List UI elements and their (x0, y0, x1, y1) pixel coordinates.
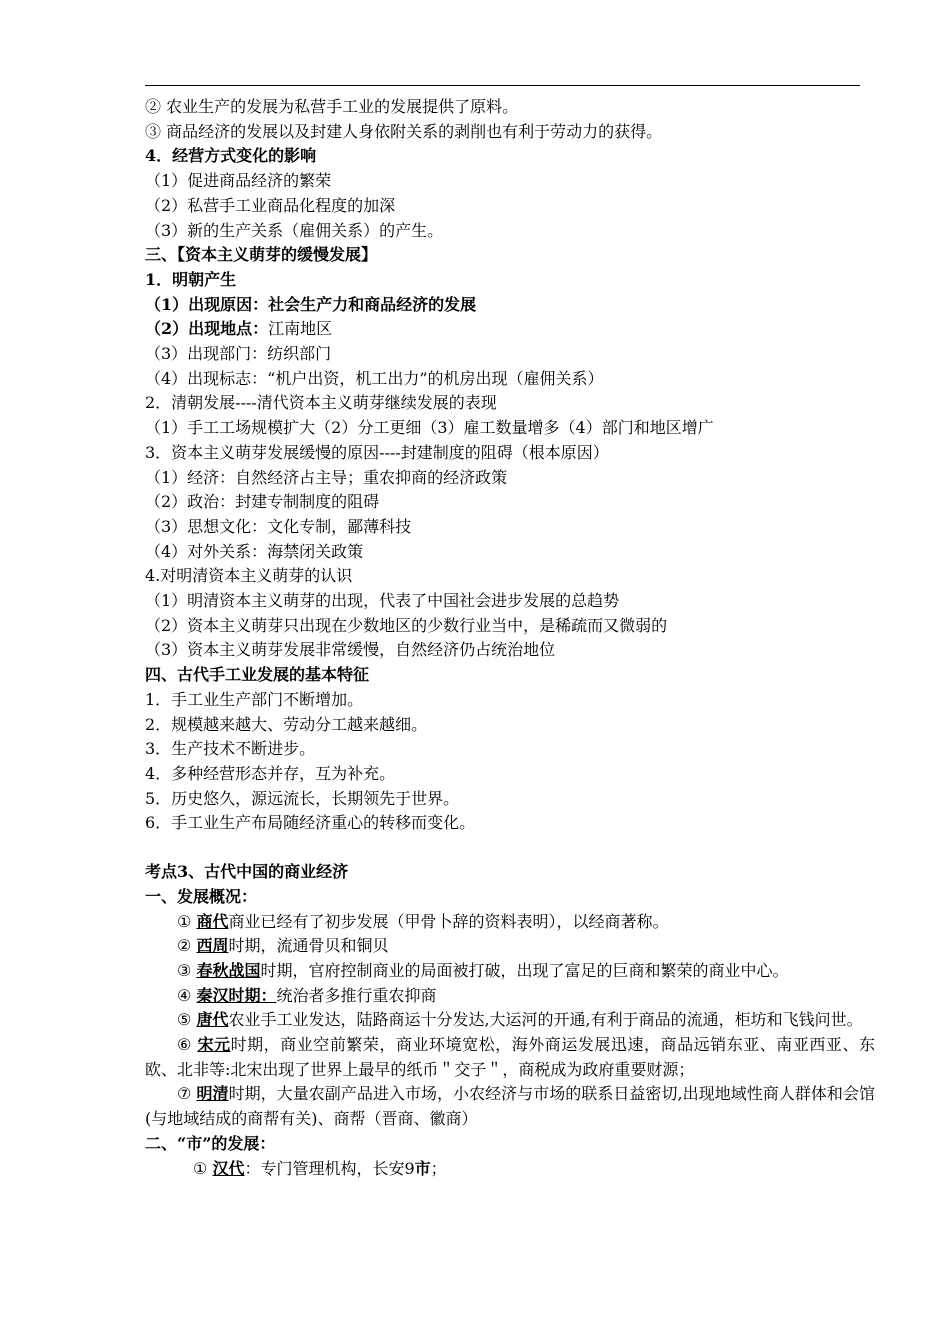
text-line: 4.对明清资本主义萌芽的认识 (145, 566, 353, 586)
origin-location-label: （2）出现地点： (145, 319, 269, 339)
item-number: ③ (177, 960, 197, 980)
text-line: 5．历史悠久，源远流长，长期领先于世界。 (145, 788, 460, 808)
item-text: 农业手工业发达，陆路商运十分发达,大运河的开通,有利于商品的流通，柜坊和飞钱问世。 (228, 1010, 863, 1030)
item-number: ⑦ (177, 1084, 197, 1104)
dynasty-key: 唐代 (196, 1010, 229, 1030)
item-bold-text: 市 (414, 1158, 431, 1178)
text-line: （4）对外关系：海禁闭关政策 (145, 541, 364, 561)
subsection-title-market: 二、“市”的发展： (145, 1133, 276, 1153)
handicraft-section-part1 (145, 95, 875, 317)
text-line: （3）思想文化：文化专制，鄙薄科技 (145, 516, 412, 536)
item-text: 时期，商业空前繁荣，商业环境宽松，海外商运发展迅速，商品远销东亚、南亚西亚、东欧、北非等:北宋出现了世界上最早的纸币＂交子＂，商税成为政府重要财源； (145, 1035, 875, 1079)
text-line: 3．资本主义萌芽发展缓慢的原因----封建制度的阻碍（根本原因） (145, 442, 609, 462)
text-line: 2．清朝发展----清代资本主义萌芽继续发展的表现 (145, 393, 497, 413)
section-gap (145, 836, 875, 860)
item-number: ⑥ (177, 1035, 198, 1055)
text-line: （1）出现原因：社会生产力和商品经济的发展 (145, 294, 477, 314)
dynasty-key: 春秋战国 (196, 960, 261, 980)
item-number: ① (193, 1158, 213, 1178)
text-line: （2）政治：封建专制制度的阻碍 (145, 492, 380, 512)
text-line: ③ 商品经济的发展以及封建人身依附关系的剥削也有利于劳动力的获得。 (145, 121, 663, 141)
dynasty-key: 宋元 (197, 1035, 231, 1055)
text-line: （4）出现标志：“机户出资，机工出力”的机房出现（雇佣关系） (145, 368, 604, 388)
item-text: 统治者多推行重农抑商 (276, 985, 437, 1005)
text-line: 1．明朝产生 (145, 269, 237, 289)
text-line: 四、古代手工业发展的基本特征 (145, 665, 370, 685)
item-number: ④ (177, 985, 197, 1005)
commerce-items (145, 910, 875, 1132)
item-text: ：专门管理机构，长安9 (244, 1158, 415, 1178)
handicraft-section-part2 (145, 342, 875, 836)
dynasty-key: 明清 (196, 1084, 229, 1104)
text-line: （1）手工工场规模扩大（2）分工更细（3）雇工数量增多（4）部门和地区增广 (145, 418, 714, 438)
dynasty-key: 西周 (196, 936, 229, 956)
header-rule (145, 85, 860, 86)
item-text: 时期，流通骨贝和铜贝 (228, 936, 389, 956)
item-number: ② (177, 936, 197, 956)
dynasty-key: 汉代 (212, 1158, 245, 1178)
text-line: （3）资本主义萌芽发展非常缓慢，自然经济仍占统治地位 (145, 640, 556, 660)
text-line: （2）私营手工业商品化程度的加深 (145, 195, 396, 215)
item-number: ① (177, 911, 197, 931)
section-title: 考点3、古代中国的商业经济 (145, 862, 349, 882)
commerce-item (145, 959, 875, 984)
commerce-item (145, 1082, 875, 1131)
text-line: （1）促进商品经济的繁荣 (145, 171, 332, 191)
text-line: （1）明清资本主义萌芽的出现，代表了中国社会进步发展的总趋势 (145, 591, 620, 611)
text-line: 4．经营方式变化的影响 (145, 146, 317, 166)
commerce-item (145, 984, 875, 1009)
item-text: 时期，大量农副产品进入市场，小农经济与市场的联系日益密切,出现地域性商人群体和会馆(与地域结成的商帮有关)、商帮（晋商、徽商） (145, 1084, 875, 1129)
dynasty-key: 商代 (196, 911, 229, 931)
item-number: ⑤ (177, 1010, 197, 1030)
text-line: 6．手工业生产布局随经济重心的转移而变化。 (145, 813, 476, 833)
text-line: 3．生产技术不断进步。 (145, 739, 316, 759)
subsection-title-overview: 一、发展概况： (145, 886, 258, 906)
text-line: （3）出现部门：纺织部门 (145, 344, 332, 364)
commerce-item (145, 910, 875, 935)
text-line: 三、【资本主义萌芽的缓慢发展】 (145, 245, 378, 265)
text-line: （3）新的生产关系（雇佣关系）的产生。 (145, 220, 444, 240)
commerce-item (145, 1008, 875, 1033)
market-item-han (145, 1157, 875, 1182)
origin-location-line (145, 317, 875, 342)
text-line: 1．手工业生产部门不断增加。 (145, 689, 364, 709)
document-body (145, 95, 875, 1181)
item-text: 时期，官府控制商业的局面被打破，出现了富足的巨商和繁荣的商业中心。 (260, 960, 789, 980)
text-line: 2．规模越来越大、劳动分工越来越细。 (145, 714, 428, 734)
commerce-item (145, 934, 875, 959)
text-line: （2）资本主义萌芽只出现在少数地区的少数行业当中，是稀疏而又微弱的 (145, 615, 668, 635)
text-line: 4．多种经营形态并存，互为补充。 (145, 763, 396, 783)
origin-location-value: 江南地区 (268, 319, 333, 339)
text-line: （1）经济：自然经济占主导；重农抑商的经济政策 (145, 467, 508, 487)
item-text-end: ； (430, 1158, 447, 1178)
dynasty-key: 秦汉时期： (196, 985, 277, 1005)
commerce-item (145, 1033, 875, 1082)
item-text: 商业已经有了初步发展（甲骨卜辞的资料表明），以经商著称。 (228, 911, 669, 931)
text-line: ② 农业生产的发展为私营手工业的发展提供了原料。 (145, 97, 519, 116)
